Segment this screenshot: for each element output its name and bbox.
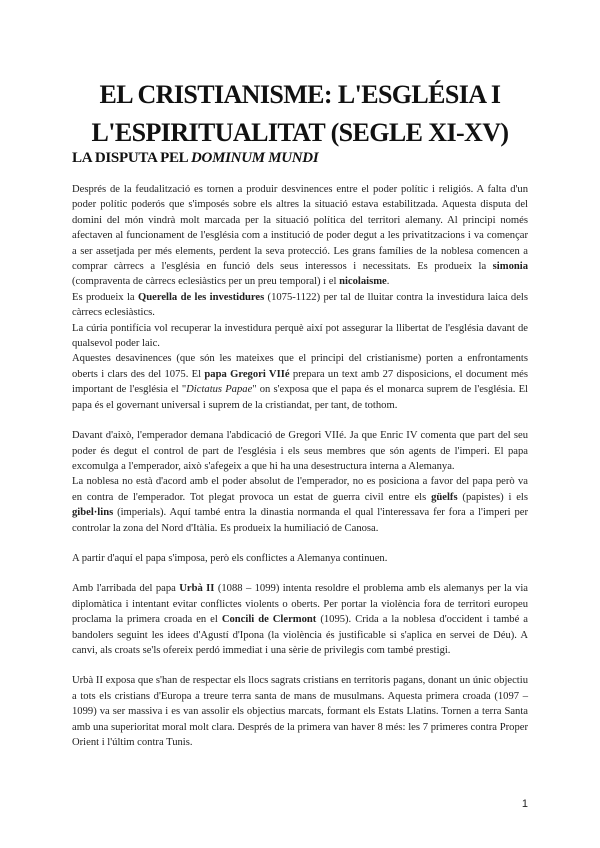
body-text	[72, 182, 528, 750]
term-nicolaisme: nicolaisme	[339, 276, 387, 288]
title-line-1: EL CRISTIANISME: L'ESGLÉSIA I	[99, 80, 501, 109]
paragraph-8-text-c: (1088 – 1099) intenta resoldre el problema amb els alemanys per la via diplomàtica i intentant evitar conflictes violents o oberts. Per portar la violència fora de territori europeu proclama la primera croada en el	[72, 583, 528, 626]
term-gibellins: gibel·lins	[72, 507, 114, 519]
term-concili-clermont: Concili de Clermont	[221, 614, 317, 626]
paragraph-4	[72, 351, 528, 413]
paragraph-1-text-a: Després de la feudalització es tornen a produir desvinences entre el poder polític i religiós. A falta d'un poder polític poderós que s'imposés sobre els altres la situació estava estabilitzada. Aquesta disputa del domini del món vindrà molt marcada per la situació política del territori alemany. Al principi només afectaven al funcionament de l'església com a institució de poder degut a les privatitzacions i va començar a ser assetjada per més elements, perdent la seva protecció. Les grans famílies de la noblesa comencen a comprar càrrecs a l'església en funció dels seus interessos i necessitats. Es produeix la	[72, 184, 528, 273]
paragraph-1	[72, 182, 528, 290]
paragraph-1-text-d: .	[386, 276, 390, 288]
paragraph-7: A partir d'aquí el papa s'imposa, però els conflictes a Alemanya continuen.	[72, 552, 388, 564]
title-line-2: L'ESPIRITUALITAT (SEGLE XI-XV)	[91, 118, 509, 147]
term-gregori: papa Gregori VIIé	[204, 368, 290, 380]
paragraph-2	[72, 290, 528, 321]
paragraph-3: La cúria pontifícia vol recuperar la investidura perquè així pot assegurar la llibertat de l'església davant de qualsevol poder laic.	[72, 322, 528, 350]
term-querella: Querella de les investidures	[137, 291, 265, 303]
paragraph-2-text-a: Es produeix la	[72, 291, 138, 303]
term-simonia: simonia	[492, 261, 528, 273]
paragraph-4-text-d: " on s'exposa que el papa és el monarca suprem de l'església. El papa és el governant universal i suprem de la cristiandat, per tant, de tothom.	[72, 384, 528, 411]
term-dictatus-papae: Dictatus Papae	[186, 384, 253, 396]
page-number: 1	[521, 798, 528, 810]
paragraph-8-text-a: Amb l'arribada del papa	[72, 583, 180, 595]
section-heading-italic: DOMINUM MUNDI	[191, 150, 319, 166]
paragraph-6-text-d: (imperials). Aquí també entra la dinastia normanda el qual l'interessava fer fora a l'imperi per controlar la zona del Nord d'Itàlia. Es produeix la humiliació de Canosa.	[72, 507, 528, 534]
page-title	[40, 76, 560, 152]
paragraph-8	[72, 581, 528, 658]
paragraph-6-text-a: La noblesa no està d'acord amb el poder absolut de l'emperador, no es posiciona a favor del papa però va en contra de l'emperador. Tot plegat provoca un estat de guerra civil entre els	[72, 476, 528, 503]
paragraph-6-text-c: (papistes) i els	[457, 491, 529, 503]
paragraph-2-text-c: (1075-1122) per tal de lluitar contra la investidura laica dels càrrecs eclesiàstics.	[72, 291, 528, 319]
term-urba-ii: Urbà II	[179, 583, 215, 595]
term-guelfs: güelfs	[431, 491, 458, 503]
paragraph-6	[72, 474, 528, 536]
paragraph-1-text-c: (compraventa de càrrecs eclesiàstics per un preu temporal) i el	[72, 276, 340, 288]
section-heading-text: LA DISPUTA PEL	[72, 150, 192, 166]
paragraph-5: Davant d'això, l'emperador demana l'abdicació de Gregori VIIé. Ja que Enric IV comenta que part del seu poder és degut el control de part de l'església i els seus membres que són agents de l'imperi. El papa excomulga a l'emperador, això s'afegeix a que hi ha una desestructura interna a Alemanya.	[72, 430, 528, 472]
paragraph-9: Urbà II exposa que s'han de respectar els llocs sagrats cristians en territoris pagans, donant un únic objectiu a tots els cristians d'Europa a treure terra santa de mans de musulmans. Aquesta primera croada (1097 – 1099) va ser massiva i es van assolir els objectius marcats, formant els Estats Llatins. Tornen a terra Santa amb una superioritat moral molt clara. Després de la primera van haver 8 més: les 7 primeres contra Proper Orient i l'últim contra Tunis.	[72, 675, 528, 748]
paragraph-8-text-d: (1095). Crida a la noblesa d'occident i també a bandolers seguint les idees d'Agustí d'Ipona (la violència és justificable si s'aplica en servei de Déu). A canvi, als croats se'ls ofereix perdó immediat i una sèrie de privilegis com també prestigi.	[72, 614, 529, 656]
section-heading	[72, 150, 318, 167]
paragraph-4-text-a: Aquestes desavinences (que són les mateixes que el principi del cristianisme) porten a enfrontaments oberts i clars des del 1075. El	[72, 353, 528, 380]
paragraph-4-text-c: prepara un text amb 27 disposicions, el document més important de l'església el "	[72, 368, 529, 396]
